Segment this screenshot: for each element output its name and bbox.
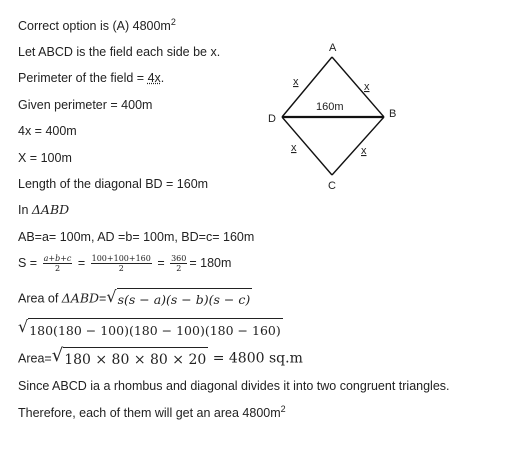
sqrt-substitution-line	[18, 318, 283, 342]
area2-label: Area=	[18, 351, 52, 366]
eq2-line: X = 100m	[18, 151, 72, 165]
perimeter-label: Perimeter of the field =	[18, 71, 148, 85]
area-result-line	[18, 347, 303, 371]
area2-result: = 4800 sq.m	[208, 350, 303, 367]
s-label: S =	[18, 256, 41, 270]
since-line: Since ABCD ia a rhombus and diagonal divides it into two congruent triangles.	[18, 379, 450, 393]
side-dc-label: x	[291, 142, 297, 154]
vertex-a-label: A	[329, 42, 337, 54]
side-ab-label: x	[364, 81, 370, 93]
substitution-expression: 180(180 − 100)(180 − 100)(180 − 160)	[28, 318, 283, 342]
therefore-text: Therefore, each of them will get an area 4800m	[18, 406, 281, 420]
correct-option-line	[18, 18, 176, 34]
diagonal-length-label: 160m	[316, 101, 344, 113]
perimeter-suffix: .	[160, 71, 165, 85]
in-triangle-line	[18, 202, 69, 218]
radical-sign: √	[51, 345, 64, 366]
fraction-sum	[170, 254, 187, 273]
let-line: Let ABCD is the field each side be x.	[18, 45, 221, 59]
perimeter-value: 4x	[147, 71, 161, 85]
s-equals-2: =	[153, 256, 169, 270]
fraction-formula-num: a+b+c	[43, 254, 72, 264]
side-ab	[332, 57, 384, 117]
given-line: Given perimeter = 400m	[18, 98, 153, 112]
sides-line: AB=a= 100m, AD =b= 100m, BD=c= 160m	[18, 230, 255, 244]
heron-sqrt	[106, 288, 252, 310]
fraction-sum-num: 360	[171, 254, 187, 264]
in-label: In	[18, 203, 32, 217]
triangle-abd: ΔABD	[31, 202, 70, 217]
eq1-line: 4x = 400m	[18, 124, 77, 138]
side-ad-label: x	[293, 76, 299, 88]
area-formula-line	[18, 288, 252, 310]
vertex-c-label: C	[328, 180, 336, 192]
semi-perimeter-line	[18, 252, 231, 274]
fraction-values	[91, 254, 152, 273]
area-triangle: ΔABD	[61, 290, 100, 306]
therefore-sup: 2	[280, 404, 286, 414]
fraction-values-den: 2	[118, 264, 124, 274]
perimeter-line	[18, 70, 164, 86]
side-bc-label: x	[361, 145, 367, 157]
radical-sign: √	[106, 287, 117, 306]
area-label: Area of	[18, 291, 62, 306]
correct-option-text: Correct option is (A) 4800m	[18, 19, 171, 33]
heron-formula: s(s − a)(s − b)(s − c)	[117, 288, 253, 310]
fraction-sum-den: 2	[176, 264, 182, 274]
fraction-formula-den: 2	[54, 264, 61, 274]
side-dc	[282, 117, 332, 175]
s-equals-1: =	[74, 256, 89, 270]
side-bc	[332, 117, 384, 175]
diagonal-line: Length of the diagonal BD = 160m	[18, 177, 209, 191]
side-ad	[282, 57, 332, 117]
result-sqrt	[52, 347, 209, 371]
vertex-b-label: B	[389, 108, 397, 120]
result-expression: 180 × 80 × 80 × 20	[63, 347, 208, 371]
correct-option-sup: 2	[170, 17, 176, 27]
s-result: = 180m	[189, 256, 232, 270]
therefore-line	[18, 405, 286, 421]
fraction-values-num: 100+100+160	[91, 254, 151, 264]
area-equals: =	[99, 291, 107, 306]
substitution-sqrt	[18, 318, 283, 342]
radical-sign: √	[18, 317, 29, 336]
vertex-d-label: D	[268, 113, 276, 125]
fraction-formula	[43, 254, 73, 273]
